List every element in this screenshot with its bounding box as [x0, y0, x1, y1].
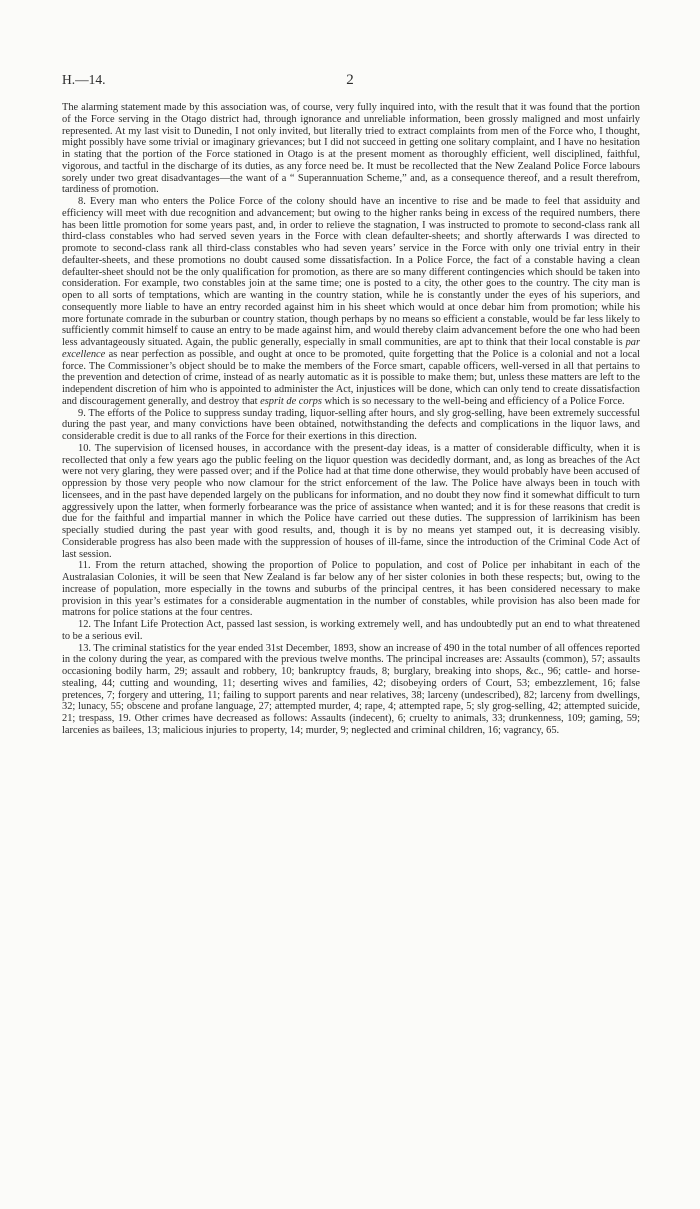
document-body	[62, 102, 640, 737]
paragraph-10: 10. The supervision of licensed houses, in accordance with the present-day ideas, is a matter of considerable difficulty, when it is recollected that only a few years ago the public feeling on the liquor question was decidedly dormant, and, as long as breaches of the Act were not very glaring, they were passed over; and if the Police had at that time done otherwise, they would probably have been accused of oppression by those very people who now clamour for the strict enforcement of the law. The Police have always been in touch with licensees, and in the past have depended largely on the publicans for information, and no doubt they now find it somewhat difficult to turn aggressively upon the latter, when formerly forbearance was the price of assistance when wanted; and it is for these reasons that credit is due for the faithful and impartial manner in which the Police have carried out these duties. The suppression of larrikinism has been specially studied during the past year with good results, and, though it is by no means yet stamped out, it is decreasing visibly. Considerable progress has also been made with the suppression of houses of ill-fame, since the introduction of the Criminal Code Act of last session.	[62, 442, 640, 560]
paragraph-continuation: The alarming statement made by this association was, of course, very fully inquired into, with the result that it was found that the portion of the Force serving in the Otago district had, through ignorance and unreliable information, been grossly maligned and most unfairly represented. At my last visit to Dunedin, I not only invited, but literally tried to extract complaints from men of the Force who, I thought, might possibly have some trivial or imaginary grievances; but I did not succeed in getting one solitary complaint, and I have no hesitation in stating that the portion of the Force stationed in Otago is at the present moment as thoroughly efficient, well disciplined, faithful, vigorous, and tactful in the discharge of its duties, as any force need be. It must be recollected that the New Zealand Police Force labours sorely under two great disadvantages—the want of a “ Superannuation Scheme,” and, as a consequence thereof, and a result therefrom, tardiness of promotion.	[62, 102, 640, 196]
document-reference: H.—14.	[62, 72, 106, 87]
paragraph-11: 11. From the return attached, showing the proportion of Police to population, and cost of Police per inhabitant in each of the Australasian Colonies, it will be seen that New Zealand is far below any of her sister colonies in both these respects; but, owing to the increase of population, more especially in the towns and suburbs of the principal centres, it has been considered necessary to make provision in this year’s estimates for a considerable augmentation in the number of constables, while provision has also been made for matrons for police stations at the four centres.	[62, 560, 640, 619]
paragraph-9: 9. The efforts of the Police to suppress sunday trading, liquor-selling after hours, and sly grog-selling, have been extremely successful during the past year, and many convictions have been obtained, notwithstanding the defects and complications in the liquor laws, and considerable credit is due to all ranks of the Force for their exertions in this direction.	[62, 407, 640, 442]
paragraph-12: 12. The Infant Life Protection Act, passed last session, is working extremely well, and has undoubtedly put an end to what threatened to be a serious evil.	[62, 619, 640, 642]
paragraph-13: 13. The criminal statistics for the year ended 31st December, 1893, show an increase of 490 in the total number of all offences reported in the colony during the year, as compared with the previous twelve months. The principal increases are: Assaults (common), 57; assaults occasioning bodily harm, 29; assault and robbery, 10; bankruptcy frauds, 8; burglary, breaking into shops, &c., 96; cattle- and horse-stealing, 44; cutting and wounding, 11; deserting wives and families, 42; disobeying orders of Court, 53; embezzlement, 16; false pretences, 7; forgery and uttering, 11; failing to support parents and near relatives, 38; larceny (undescribed), 82; larceny from dwellings, 32; lunacy, 55; obscene and profane language, 27; attempted murder, 4; rape, 4; attempted rape, 5; sly grog-selling, 42; attempted suicide, 21; trespass, 19. Other crimes have decreased as follows: Assaults (indecent), 6; cruelty to animals, 33; drunkenness, 109; gaming, 59; larcenies as bailees, 13; malicious injuries to property, 14; murder, 9; neglected and criminal children, 16; vagrancy, 65.	[62, 642, 640, 736]
page-header	[62, 72, 638, 94]
italic-phrase: esprit de corps	[260, 395, 322, 407]
page-number: 2	[346, 72, 354, 88]
italic-phrase: par excellence	[62, 337, 640, 360]
paragraph-8: 8. Every man who enters the Police Force of the colony should have an incentive to rise and be made to feel that assiduity and efficiency will meet with due recognition and advancement; but owing to the higher ranks being in excess of the required numbers, there has been little promotion for some years past, and, in order to relieve the stagnation, I was instructed to promote to second-class rank all third-class constables who had served seven years in the Force with clean defaulter-sheets; and shortly afterwards I was directed to promote to second-class rank all third-class constables who had seven years’ service in the Force with only one trivial entry in their defaulter-sheets, and these promotions no doubt caused some dissatisfaction. In a Police Force, the fact of a constable having a clean defaulter-sheet should not be the only qualification for promotion, as there are so many different contingencies which should be taken into consideration. For example, two constables join at the same time; one is posted to a city, the other goes to the country. The city man is open to all sorts of temptations, which are wanting in the country station, while he is constantly under the eyes of his superiors, and consequently more liable to have an entry recorded against him in his sheet which would at once debar him from promotion; while his more fortunate comrade in the suburban or country station, though perhaps by no means so efficient a constable, would be far less likely to sufficiently commit himself to cause an entry to be made against him, and would thereby claim advancement before the one who had been less advantageously situated. Again, the public generally, especially in small communities, are apt to think that their local constable is par excellence as near perfection as possible, and ought at once to be promoted, quite forgetting that the Police is a colonial and not a local force. The Commissioner’s object should be to make the members of the Force smart, capable officers, well-versed in all that pertains to the prevention and detection of crime, instead of as nearly automatic as it is possible to make them; but, unless these matters are left to the independent discretion of him who is appointed to administer the Act, injustices will be done, which can only tend to create dissatisfaction and discouragement generally, and destroy that esprit de corps which is so necessary to the well-being and efficiency of a Police Force.	[62, 196, 640, 407]
